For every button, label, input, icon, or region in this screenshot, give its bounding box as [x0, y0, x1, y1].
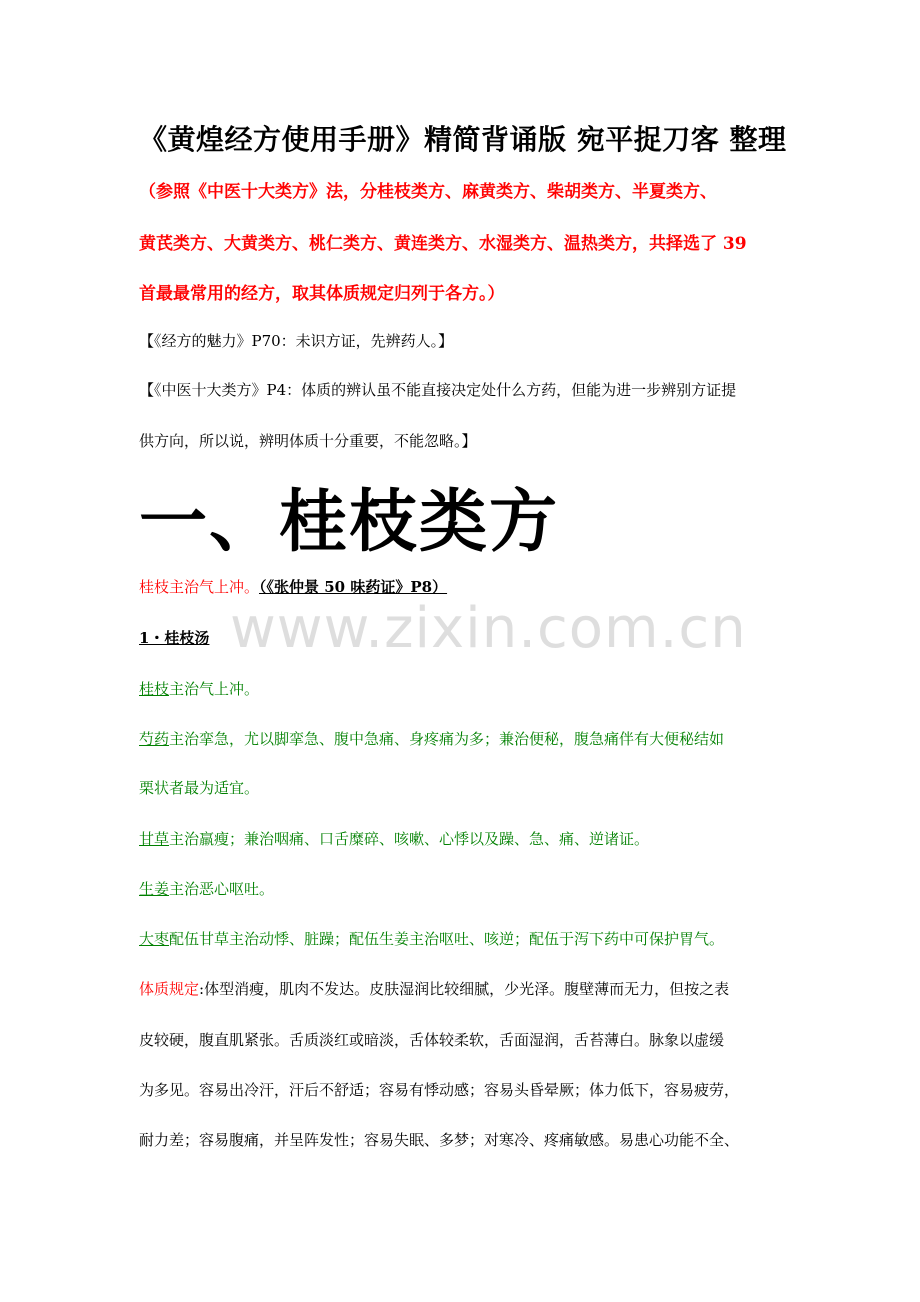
herb-row: [139, 928, 724, 949]
constitution-label: 体质规定: [139, 980, 200, 998]
constitution-text: 耐力差；容易腹痛，并呈阵发性；容易失眠、多梦；对寒冷、疼痛敏感。易患心功能不全、: [139, 1131, 740, 1149]
quote-2-line-1: 【《中医十大类方》P4：体质的辨认虽不能直接决定处什么方药，但能为进一步辨别方证提: [139, 381, 737, 399]
formula-title: 1・桂枝汤: [139, 629, 210, 647]
herb-desc: 主治挛急，尤以脚挛急、腹中急痛、身疼痛为多；兼治便秘，腹急痛伴有大便秘结如: [169, 730, 725, 748]
herb-name: 芍药: [139, 730, 170, 748]
intro-line-3: 首最最常用的经方，取其体质规定归列于各方。）: [139, 284, 505, 304]
herb-row: [139, 828, 649, 849]
herb-desc: 主治气上冲。: [169, 680, 260, 698]
constitution-row: [139, 978, 729, 999]
constitution-text: 皮较硬，腹直肌紧张。舌质淡红或暗淡，舌体较柔软，舌面湿润，舌苔薄白。脉象以虚缓: [139, 1031, 725, 1049]
herb-row: [139, 878, 274, 899]
intro-line-2: 黄芪类方、大黄类方、桃仁类方、黄连类方、水湿类方、温热类方，共择选了 39: [139, 234, 747, 254]
section-lead: [139, 576, 447, 597]
quote-1: 【《经方的魅力》P70：未识方证，先辨药人。】: [139, 332, 454, 350]
herb-name: 桂枝: [139, 680, 170, 698]
herb-desc-continuation: 栗状者最为适宜。: [139, 779, 260, 797]
herb-desc: 主治羸瘦；兼治咽痛、口舌糜碎、咳嗽、心悸以及躁、急、痛、逆诸证。: [169, 830, 650, 848]
herb-row: [139, 678, 259, 699]
watermark: www.zixin.com.cn: [230, 596, 747, 661]
document-title: 《黄煌经方使用手册》精简背诵版 宛平捉刀客 整理: [139, 123, 787, 156]
quote-2-line-2: 供方向，所以说，辨明体质十分重要，不能忽略。】: [139, 432, 477, 450]
section-lead-text: 桂枝主治气上冲。: [139, 578, 260, 596]
section-lead-reference: （《张仲景 50 味药证》P8）: [259, 578, 448, 596]
herb-name: 甘草: [139, 830, 170, 848]
section-heading: 一、桂枝类方: [139, 483, 560, 562]
constitution-text: 为多见。容易出冷汗，汗后不舒适；容易有悸动感；容易头昏晕厥；体力低下，容易疲劳，: [139, 1081, 740, 1099]
herb-row: [139, 728, 724, 749]
herb-desc: 配伍甘草主治动悸、脏躁；配伍生姜主治呕吐、咳逆；配伍于泻下药中可保护胃气。: [169, 930, 725, 948]
herb-name: 大枣: [139, 930, 170, 948]
constitution-text: :体型消瘦，肌肉不发达。皮肤湿润比较细腻，少光泽。腹壁薄而无力，但按之表: [199, 980, 730, 998]
intro-line-1: （参照《中医十大类方》法，分桂枝类方、麻黄类方、柴胡类方、半夏类方、: [139, 182, 717, 202]
herb-name: 生姜: [139, 880, 170, 898]
herb-desc: 主治恶心呕吐。: [169, 880, 275, 898]
